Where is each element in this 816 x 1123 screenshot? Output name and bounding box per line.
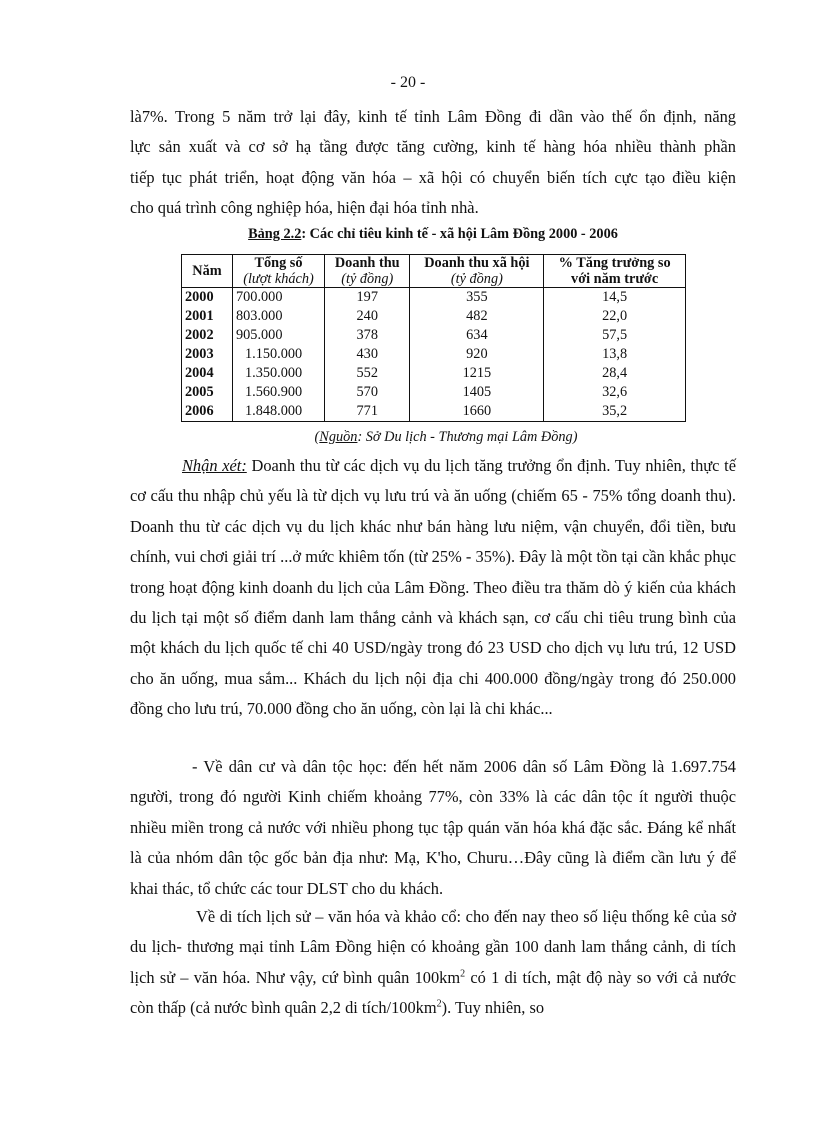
table-row: 2000 700.000 197 355 14,5 [182, 288, 686, 308]
remark-text: Doanh thu từ các dịch vụ du lịch tăng trưởng ổn định. Tuy nhiên, thực tế cơ cấu thu nhập chủ yếu là từ dịch vụ lưu trú và ăn uống (chiếm 65 - 75% tổng doanh thu). Doanh thu từ các dịch vụ du lịch khác như bán hàng lưu niệm, vận chuyển, đổi tiền, bưu chính, vui chơi giải trí ...ở mức khiêm tốn (từ 25% - 35%). Đây là một tồn tại cần khắc phục trong hoạt động kinh doanh du lịch của Lâm Đồng. Theo điều tra thăm dò ý kiến của khách du lịch tại một số điểm danh lam thắng cảnh và khách sạn, cơ cấu chi tiêu trung bình của một khách du lịch quốc tế chi 40 USD/ngày trong đó 23 USD cho dịch vụ lưu trú, 12 USD cho ăn uống, mua sắm... Khách du lịch nội địa chi 400.000 đồng/ngày trong đó 250.000 đồng cho lưu trú, 70.000 đồng cho ăn uống, còn lại là chi khác... [130, 456, 736, 719]
intro-line: lực sản xuất và cơ sở hạ tầng được tăng cường, kinh tế hàng hóa nhiều thành phần [130, 137, 736, 156]
heritage-paragraph: Về di tích lịch sử – văn hóa và khảo cổ: cho đến nay theo số liệu thống kê của sở du lịch- thương mại tỉnh Lâm Đồng hiện có khoảng gần 100 danh lam thắng cảnh, di tích lịch sử – văn hóa. Như vậy, cứ bình quân $100km^2$ có 1 di tích, mật độ này so với cả nước còn thấp (cả nước bình quân 2,2 di tích/$100km^2$). Tuy nhiên, so [130, 907, 736, 1018]
header-social-revenue: Doanh thu xã hội (tỷ đồng) [410, 255, 544, 288]
table-row: 2006 1.848.000 771 1660 35,2 [182, 402, 686, 422]
table-source: (Nguồn: Sở Du lịch - Thương mại Lâm Đồng) [314, 429, 578, 445]
header-visitors: Tổng số (lượt khách) [233, 255, 325, 288]
header-year: Năm [182, 255, 233, 288]
intro-line: cho quá trình công nghiệp hóa, hiện đại hóa tỉnh nhà. [130, 198, 479, 217]
population-paragraph: - Về dân cư và dân tộc học: đến hết năm 2006 dân số Lâm Đồng là 1.697.754 người, trong đó người Kinh chiếm khoảng 77%, còn 33% là các dân tộc ít người thuộc nhiều miền trong cả nước với nhiều phong tục tập quán văn hóa khá đặc sắc. Đáng kể nhất là của nhóm dân tộc gốc bản địa như: Mạ, K'ho, Churu…Đây cũng là điểm cần lưu ý để khai thác, tổ chức các tour DLST cho du khách. [130, 757, 736, 898]
intro-line: là7%. Trong 5 năm trở lại đây, kinh tế tỉnh Lâm Đồng đi dần vào thế ổn định, năng [130, 107, 736, 126]
table-row: 2003 1.150.000 430 920 13,8 [182, 345, 686, 364]
table-row: 2005 1.560.900 570 1405 32,6 [182, 383, 686, 402]
table-caption [0, 226, 816, 243]
table-row: 2001 803.000 240 482 22,0 [182, 307, 686, 326]
remark-label: Nhận xét: [182, 456, 247, 475]
header-revenue: Doanh thu (tỷ đồng) [325, 255, 410, 288]
remark-paragraph [130, 451, 736, 725]
table-row: 2004 1.350.000 552 1215 28,4 [182, 364, 686, 383]
intro-line: tiếp tục phát triển, hoạt động văn hóa – xã hội có chuyển biến tích cực tạo điều kiện [130, 168, 736, 187]
table-header-row [182, 255, 686, 288]
page-number: - 20 - [390, 74, 426, 91]
header-growth: % Tăng trưởng so với năm trước [544, 255, 686, 288]
table-row: 2002 905.000 378 634 57,5 [182, 326, 686, 345]
table-caption-label: Bảng 2.2 [248, 226, 302, 242]
tourism-stats-table [181, 254, 686, 422]
source-label: Nguồn [319, 429, 358, 445]
table-caption-title: : Các chỉ tiêu kinh tế - xã hội Lâm Đồng 2000 - 2006 [301, 226, 618, 242]
